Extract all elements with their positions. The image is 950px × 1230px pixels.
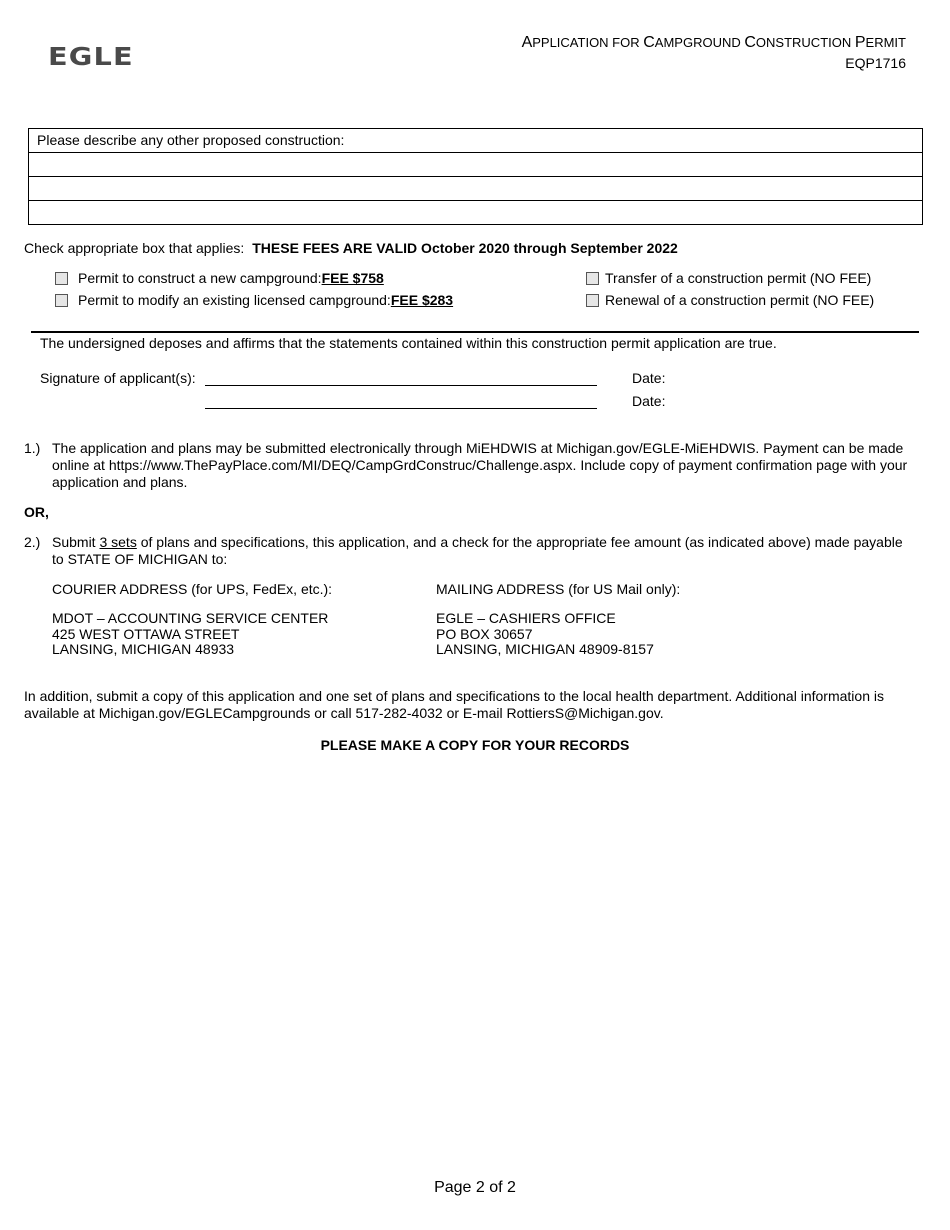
signature-line-2[interactable] xyxy=(205,408,597,409)
option-renewal-permit[interactable]: Renewal of a construction permit (NO FEE) xyxy=(586,292,874,308)
option-modify-campground[interactable]: Permit to modify an existing licensed campground: FEE $283 xyxy=(55,292,453,308)
page-number: Page 2 of 2 xyxy=(434,1179,516,1196)
checkbox-new-campground[interactable] xyxy=(55,272,68,285)
fee-validity: THESE FEES ARE VALID October 2020 through September 2022 xyxy=(252,240,678,256)
checkbox-modify-campground[interactable] xyxy=(55,294,68,307)
additional-information: In addition, submit a copy of this application and one set of plans and specifications to the local health department. Additional information is available at Michigan.gov/EGLECampgrounds or call 517-282-4032 or E-mail RottiersS@Michigan.gov. xyxy=(24,688,884,721)
checkbox-transfer-permit[interactable] xyxy=(586,272,599,285)
fee-modify-campground: FEE $283 xyxy=(390,292,454,308)
signature-line-1[interactable] xyxy=(205,385,597,386)
instruction-2: 2.) Submit 3 sets of plans and specifications, this application, and a check for the appropriate fee amount (as indicated above) made payable to STATE OF MICHIGAN to: xyxy=(24,534,914,568)
date-label-2: Date: xyxy=(632,393,666,409)
date-label-1: Date: xyxy=(632,370,666,386)
or-separator: OR, xyxy=(24,504,49,520)
signature-label: Signature of applicant(s): xyxy=(40,370,196,386)
instruction-1-text: The application and plans may be submitted electronically through MiEHDWIS at Michigan.gov/EGLE-MiEHDWIS. Payment can be made online at https://www.ThePayPlace.com/MI/DEQ/CampGrdConstruc/Challenge.aspx. Include copy of payment confirmation page with your application and plans. xyxy=(52,440,908,490)
fee-instructions xyxy=(24,240,678,256)
courier-address-heading: COURIER ADDRESS (for UPS, FedEx, etc.): xyxy=(52,581,333,597)
egle-logo: EGLE xyxy=(48,42,134,71)
other-construction-prompt: Please describe any other proposed construction: xyxy=(37,132,345,148)
instruction-1: 1.) The application and plans may be submitted electronically through MiEHDWIS at Michigan.gov/EGLE-MiEHDWIS. Payment can be made online at https://www.ThePayPlace.com/MI/DEQ/CampGrdConstruc/Challenge.aspx. Include copy of payment confirmation page with your application and plans. xyxy=(24,440,914,491)
form-code: EQP1716 xyxy=(845,55,906,71)
courier-address: MDOT – ACCOUNTING SERVICE CENTER 425 WEST OTTAWA STREET LANSING, MICHIGAN 48933 xyxy=(52,610,329,657)
construction-description-line-1[interactable] xyxy=(29,152,922,176)
other-construction-table xyxy=(28,128,923,225)
construction-description-line-3[interactable] xyxy=(29,200,922,224)
option-transfer-permit[interactable]: Transfer of a construction permit (NO FEE) xyxy=(586,270,871,286)
checkbox-renewal-permit[interactable] xyxy=(586,294,599,307)
document-title: APPLICATION FOR CAMPGROUND CONSTRUCTION PERMIT xyxy=(521,34,906,51)
mailing-address: EGLE – CASHIERS OFFICE PO BOX 30657 LANSING, MICHIGAN 48909-8157 xyxy=(436,610,654,657)
check-box-label: Check appropriate box that applies: xyxy=(24,240,245,256)
mailing-address-heading: MAILING ADDRESS (for US Mail only): xyxy=(436,581,681,597)
affirmation-text: The undersigned deposes and affirms that the statements contained within this construction permit application are true. xyxy=(40,335,777,351)
construction-description-line-2[interactable] xyxy=(29,176,922,200)
copy-notice: PLEASE MAKE A COPY FOR YOUR RECORDS xyxy=(320,737,630,753)
instruction-2-text: Submit 3 sets of plans and specifications, this application, and a check for the appropriate fee amount (as indicated above) made payable to STATE OF MICHIGAN to: xyxy=(52,534,903,567)
section-divider xyxy=(31,331,919,333)
fee-new-campground: FEE $758 xyxy=(321,270,384,286)
option-new-campground[interactable]: Permit to construct a new campground: FEE $758 xyxy=(55,270,384,286)
